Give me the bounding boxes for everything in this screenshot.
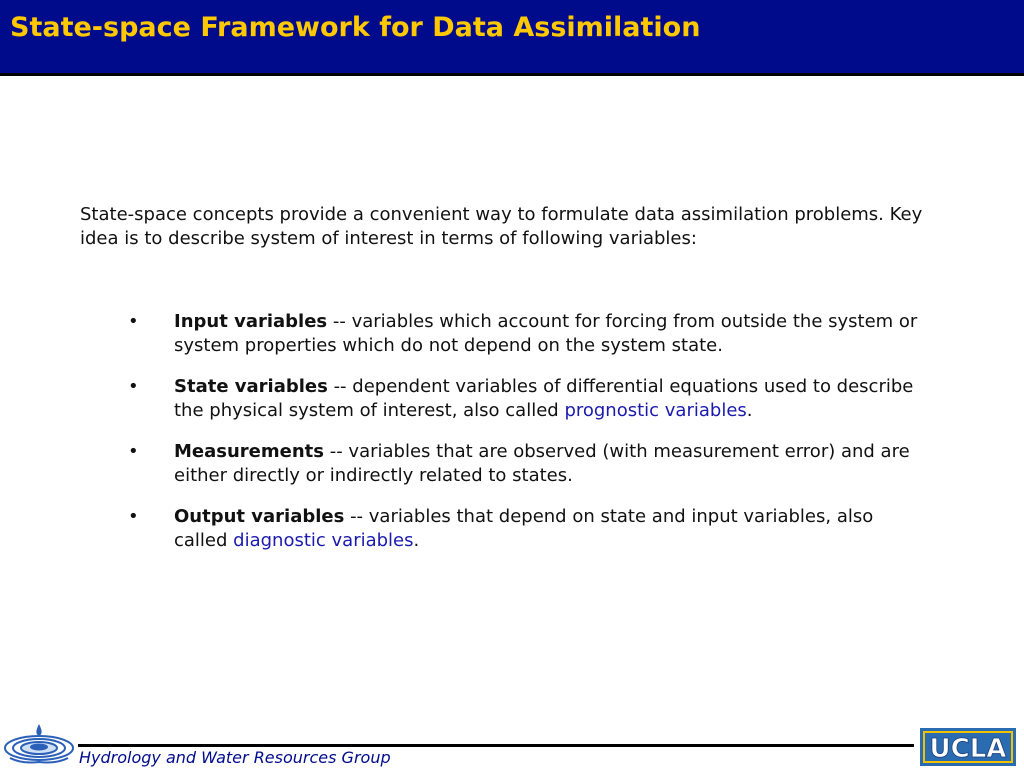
period: . xyxy=(413,530,420,551)
title-bar xyxy=(0,0,1024,76)
definition-state-variables: -- dependent variables of differential equations used to describe the physical system of interest, also called xyxy=(174,376,914,421)
bullet-icon: • xyxy=(128,376,139,397)
list-item-measurements xyxy=(128,440,928,488)
footer-group-name: Hydrology and Water Resources Group xyxy=(79,748,391,767)
list-item-output-variables xyxy=(128,505,928,553)
term-state-variables: State variables xyxy=(174,376,328,397)
intro-paragraph: State-space concepts provide a convenient way to formulate data assimilation problems. Key idea is to describe system of interest in terms of following variables: xyxy=(80,204,923,249)
prognostic-variables-text: prognostic variables xyxy=(564,400,747,421)
term-input-variables: Input variables xyxy=(174,311,328,332)
diagnostic-variables-text: diagnostic variables xyxy=(233,530,414,551)
ucla-logo-icon xyxy=(920,728,1016,766)
bullet-icon: • xyxy=(128,441,139,462)
water-drop-ripple-logo-icon xyxy=(2,718,76,768)
list-item-state-variables xyxy=(128,375,928,423)
definition-output-variables: -- variables that depend on state and input variables, also called xyxy=(174,506,874,551)
slide-title: State-space Framework for Data Assimilation xyxy=(10,12,701,43)
list-item-input-variables xyxy=(128,310,928,358)
bullet-icon: • xyxy=(128,311,139,332)
term-output-variables: Output variables xyxy=(174,506,345,527)
period: . xyxy=(746,400,753,421)
footer-divider xyxy=(78,744,914,747)
term-measurements: Measurements xyxy=(174,441,324,462)
definition-measurements: -- variables that are observed (with measurement error) and are either directly or indirectly related to states. xyxy=(174,441,910,486)
bullet-icon: • xyxy=(128,506,139,527)
ucla-logo-text: UCLA xyxy=(929,734,1007,764)
definition-input-variables: -- variables which account for forcing from outside the system or system properties which do not depend on the system state. xyxy=(174,311,918,356)
variable-list xyxy=(128,310,928,570)
